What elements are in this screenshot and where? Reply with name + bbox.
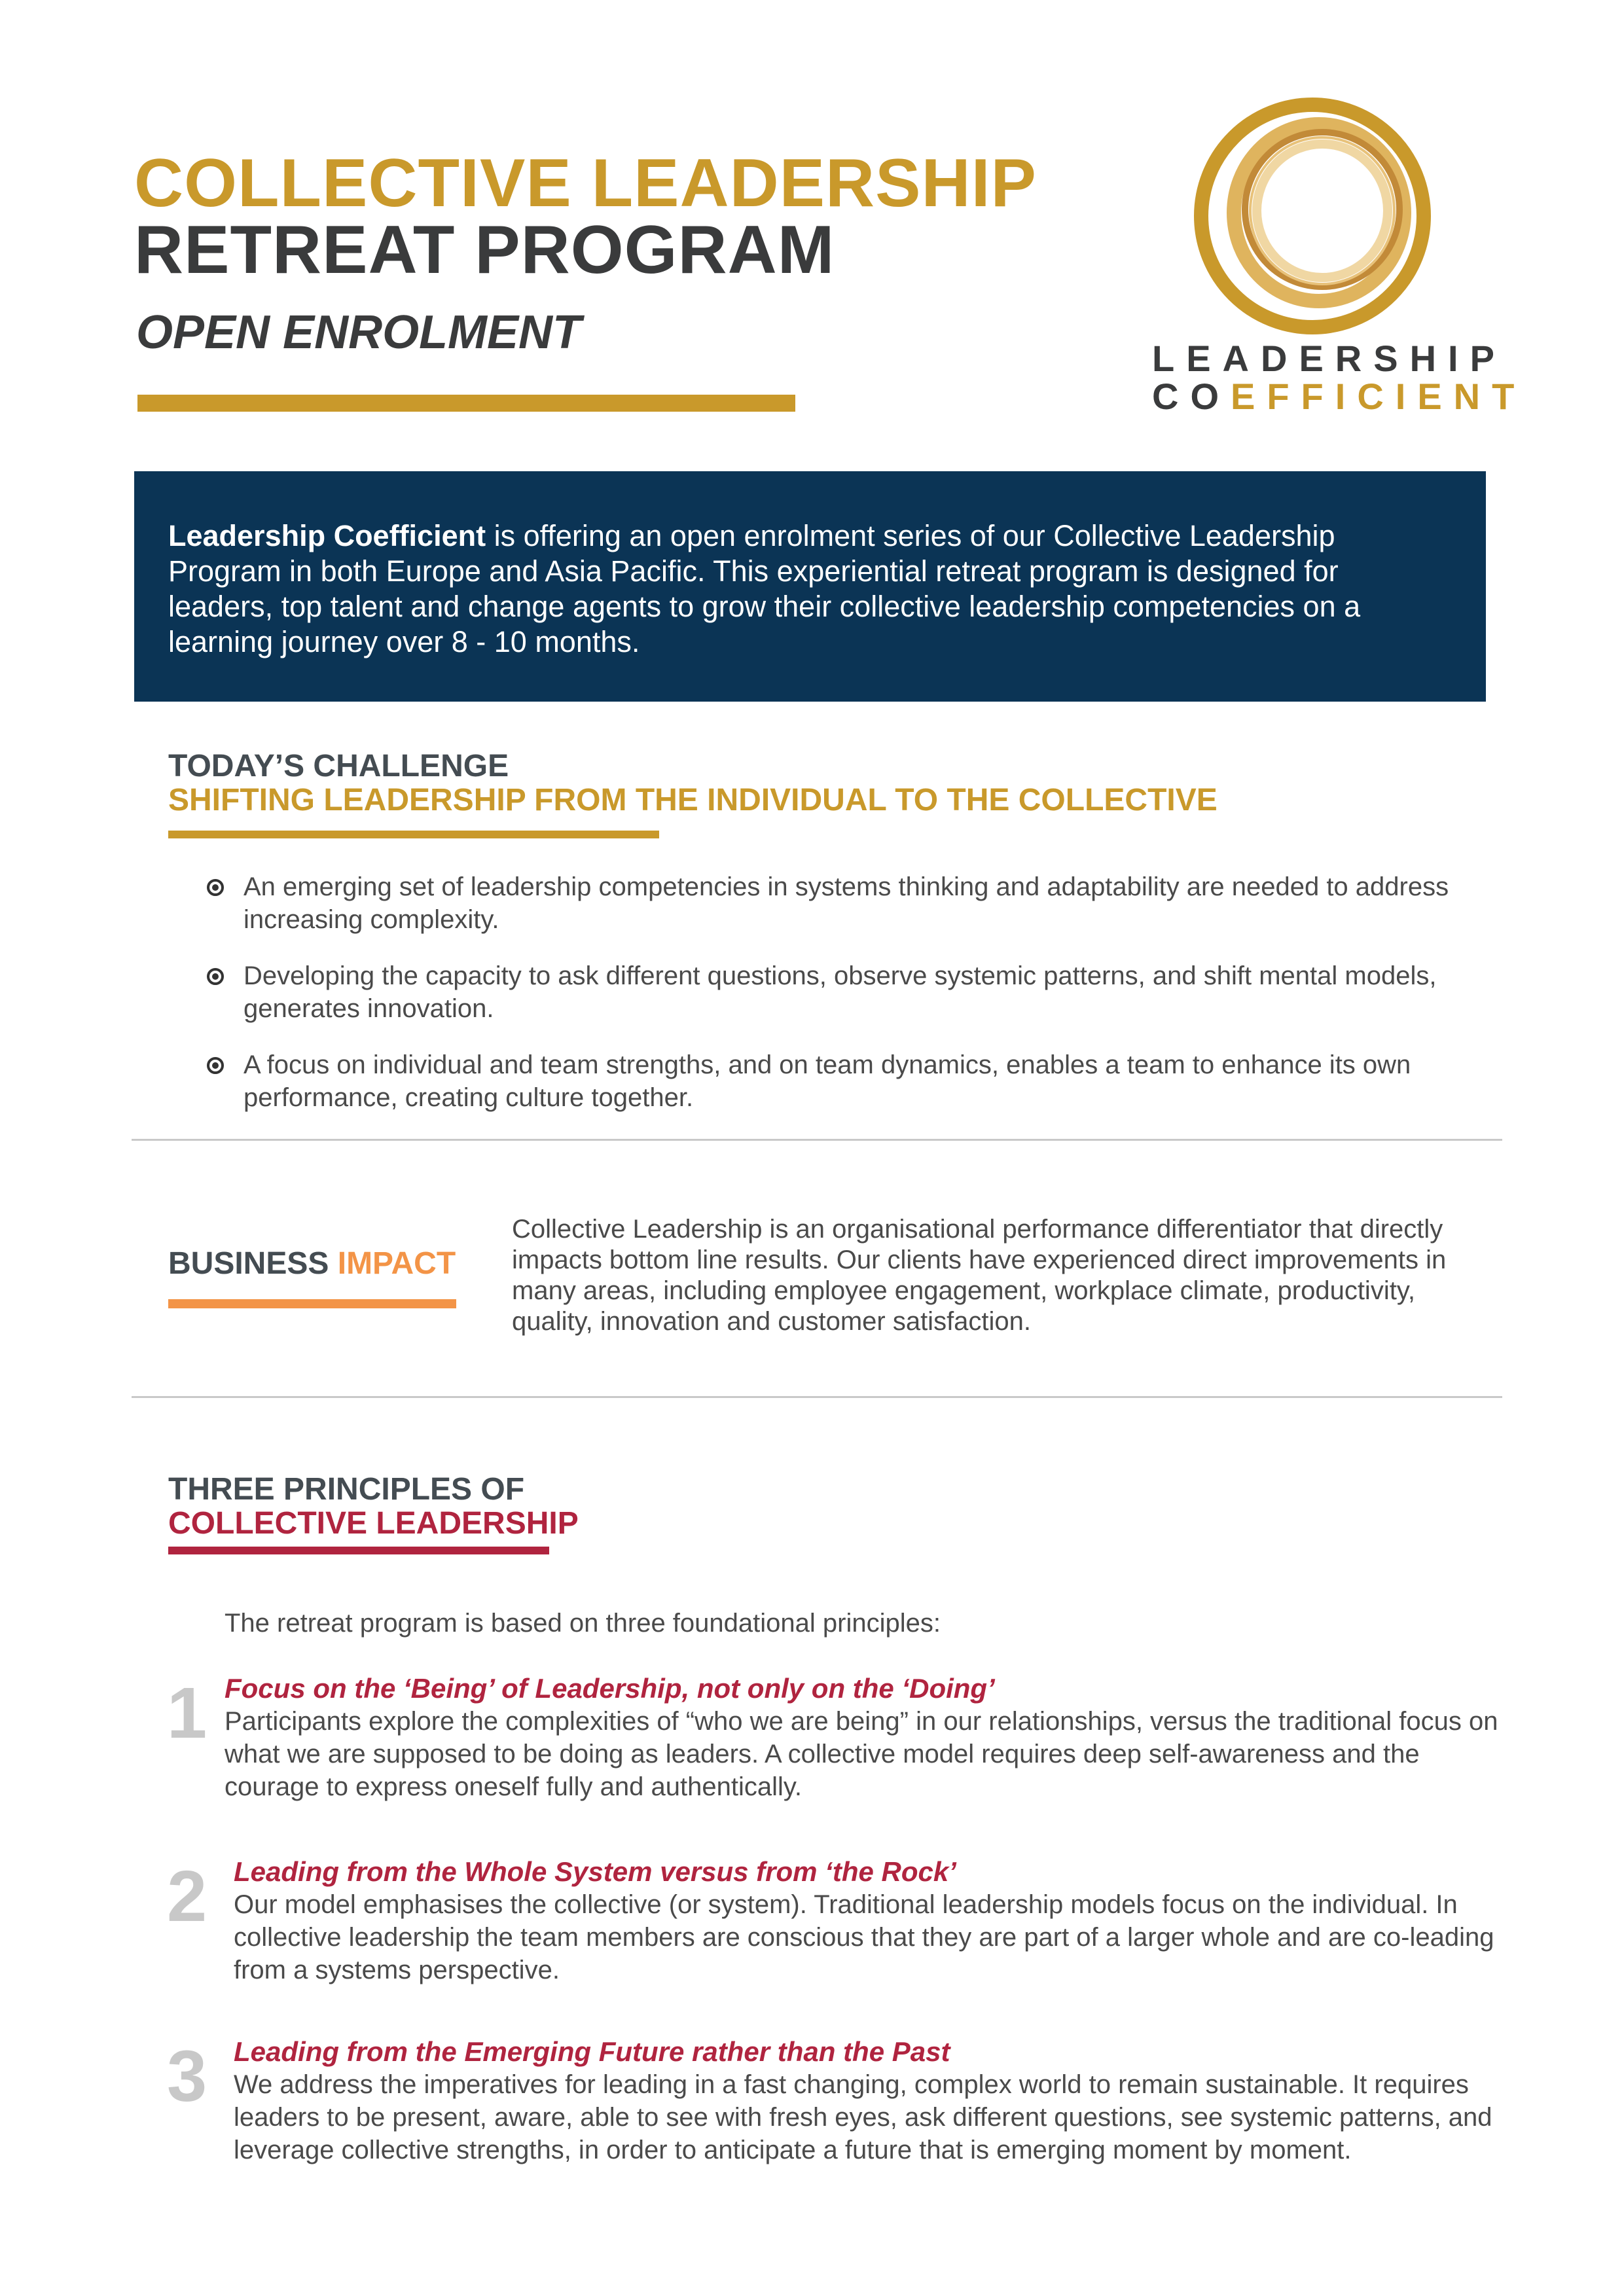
title-underline — [137, 395, 795, 412]
principle-number: 2 — [167, 1856, 208, 1937]
list-item — [203, 870, 1506, 936]
logo-co: CO — [1152, 376, 1231, 417]
logo-efficient: EFFICIENT — [1231, 376, 1526, 417]
principle-title: Leading from the Emerging Future rather than the Past — [234, 2036, 950, 2067]
section-divider — [132, 1396, 1502, 1398]
principle-body: Participants explore the complexities of “who we are being” in our relationships, versus the traditional focus on what we are supposed to be doing as leaders. A collective model requires deep self-awareness and the courage to express oneself fully and authentically. — [225, 1707, 1498, 1801]
principle-item — [167, 1856, 1510, 1986]
logo-wordmark-line-2 — [1152, 378, 1526, 415]
bullet-text: A focus on individual and team strengths, and on team dynamics, enables a team to enhance its own performance, creating culture together. — [244, 1050, 1411, 1112]
bullet-text: Developing the capacity to ask different questions, observe systemic patterns, and shift mental models, generates innovation. — [244, 961, 1437, 1023]
radio-bullet-icon — [207, 1057, 224, 1074]
bullet-text: An emerging set of leadership competencies in systems thinking and adaptability are needed to address increasing complexity. — [244, 872, 1449, 934]
challenge-heading-block — [168, 749, 1218, 817]
challenge-subheading: SHIFTING LEADERSHIP FROM THE INDIVIDUAL TO THE COLLECTIVE — [168, 783, 1218, 817]
subtitle: OPEN ENROLMENT — [136, 306, 582, 359]
intro-bold-lead: Leadership Coefficient — [168, 519, 486, 552]
principle-title: Leading from the Whole System versus from ‘the Rock’ — [234, 1856, 956, 1887]
impact-heading-part2: IMPACT — [337, 1246, 456, 1281]
principle-body: We address the imperatives for leading in a fast changing, complex world to remain sustainable. It requires leaders to be present, aware, able to see with fresh eyes, ask different questions, see systemic patterns, and leverage collective strengths, in order to anticipate a future that is emerging moment by moment. — [234, 2070, 1492, 2164]
principle-number: 1 — [167, 1673, 208, 1753]
list-item — [203, 960, 1506, 1025]
principles-intro: The retreat program is based on three foundational principles: — [225, 1609, 941, 1638]
radio-bullet-icon — [207, 968, 224, 985]
intro-body: is offering an open enrolment series of our Collective Leadership Program in both Europe and Asia Pacific. This experiential retreat program is designed for leaders, top talent and change agents to grow their collective leadership competencies on a learning journey over 8 - 10 months. — [168, 519, 1361, 658]
impact-heading — [168, 1247, 456, 1281]
principles-subheading: COLLECTIVE LEADERSHIP — [168, 1506, 579, 1541]
principles-underline — [168, 1547, 549, 1554]
intro-panel — [134, 471, 1486, 702]
concentric-rings-logo-icon — [1191, 92, 1440, 340]
principle-item — [167, 1672, 1507, 1803]
title-line-2: RETREAT PROGRAM — [134, 212, 835, 288]
intro-text — [168, 518, 1451, 660]
title-line-1: COLLECTIVE LEADERSHIP — [134, 145, 1037, 221]
impact-text: Collective Leadership is an organisational performance differentiator that directly impacts bottom line results. Our clients have experienced direct improvements in many areas, including employee engagement, workplace climate, productivity, quality, innovation and customer satisfaction. — [512, 1215, 1447, 1336]
principle-body: Our model emphasises the collective (or system). Traditional leadership models focus on the individual. In collective leadership the team members are conscious that they are part of a larger whole and are co-leading from a systems perspective. — [234, 1890, 1494, 1984]
impact-heading-part1: BUSINESS — [168, 1246, 338, 1281]
principles-heading-block — [168, 1473, 579, 1541]
impact-underline — [168, 1299, 456, 1308]
principle-item — [167, 2036, 1517, 2166]
radio-bullet-icon — [207, 879, 224, 896]
challenge-bullet-list — [203, 870, 1506, 1138]
list-item — [203, 1049, 1506, 1114]
section-divider — [132, 1139, 1502, 1141]
principles-heading: THREE PRINCIPLES OF — [168, 1472, 525, 1507]
principle-number: 3 — [167, 2036, 208, 2117]
logo-wordmark-line-1: LEADERSHIP — [1152, 338, 1506, 379]
challenge-heading: TODAY’S CHALLENGE — [168, 749, 509, 783]
challenge-underline — [168, 831, 659, 838]
principle-title: Focus on the ‘Being’ of Leadership, not only on the ‘Doing’ — [225, 1673, 995, 1704]
